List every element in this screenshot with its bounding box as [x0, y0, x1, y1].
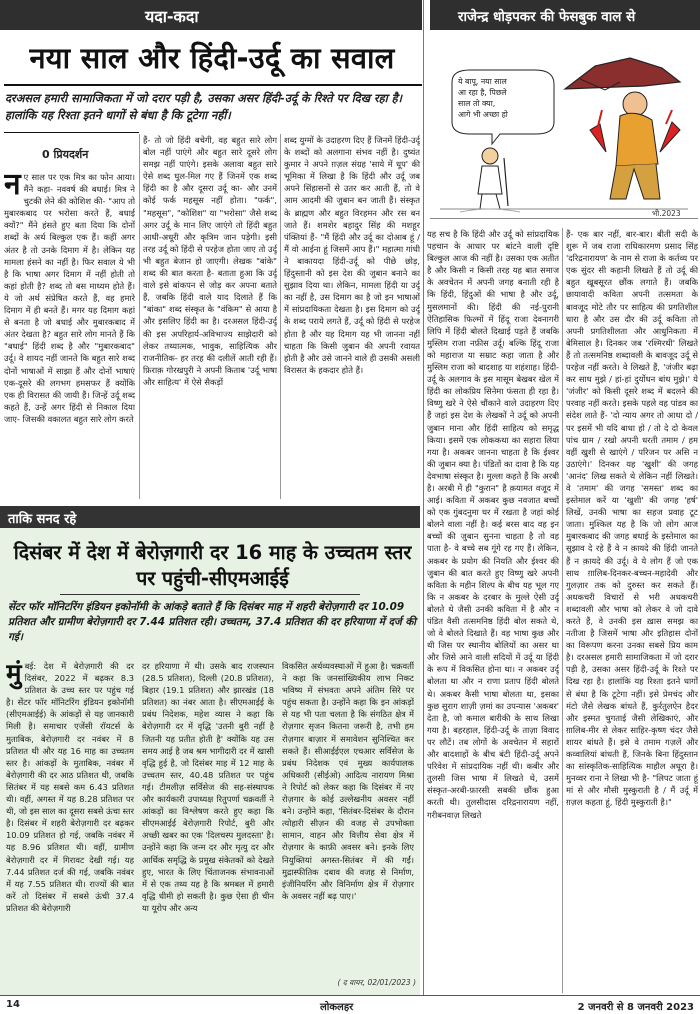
issue-date: 2 जनवरी से 8 जनवरी 2023 — [577, 1002, 694, 1013]
byline-rule — [4, 132, 139, 133]
box-column-2: दर हरियाणा में थी। उसके बाद राजस्थान (28.5 प्रतिशत), दिल्ली (20.8 प्रतिशत), बिहार (19.1 प्रतिशत) और झारखंड (18 प्रतिशत) का नंबर आता है। सीएमआईई के प्रबंध निदेशक, महेश व्यास ने कहा कि बेरोज़गारी दर में वृद्धि 'उतनी बुरी नहीं है जितनी यह प्रतीत होती है' क्योंकि यह उस समय आई है जब श्रम भागीदारी दर में खासी वृद्धि हुई है, जो दिसंबर माह में 12 माह के उच्चतम स्तर, 40.48 प्रतिशत पर पहुंच गई। टीमलीज़ सर्विसेज की सह-संस्थापक और कार्यकारी उपाध्यक्ष रितुपर्णा चक्रवर्ती ने आंकड़ों का विश्लेषण करते हुए कहा कि सीएमआईई बेरोज़गारी रिपोर्ट, बुरी और अच्छी खबर का एक 'दिलचस्प मुलदस्ता' है। उन्होंने कहा कि जन्म दर और मृत्यु दर और आर्थिक समृद्धि के प्रमुख संकेतकों को देखते हुए, भारत के लिए चिंताजनक संभावनाओं में से एक तथ्य यह है कि श्रमबल में हमारी वृद्धि धीमी हो सकती है। कुछ ऐसा ही चीन या यूरोप और अन्य — [142, 661, 274, 913]
article-column-4: यह सच है कि हिंदी और उर्दू को सांप्रदायिक पहचान के आधार पर बांटने वाली दृष्टि बिल्कुल आज की नहीं है। उसका एक अतीत है और किसी न किसी तरह यह बात समाज के अवचेतन में अपनी जगह बनाती रही है कि हिंदी, हिंदुओं की भाषा है और उर्दू, मुसलमानों की। हिंदी की नई-पुरानी ऐतिहासिक फिल्मों में हिंदू राजा देवनागरी लिपि में हिंदी बोलते दिखाई पड़ते हैं जबकि मुस्लिम राजा नफ़ीस उर्दू। बल्कि हिंदू राजा को महाराज या सम्राट कहा जाता है और मुस्लिम राजा को बादशाह या शहंशाह। हिंदी-उर्दू के अलगाव के इस मासूम बेखबर खेल में हिंदी का लोकप्रिय सिनेमा फंसता ही रहा है। विष्णु खरे ने ऐसे चौंकाने वाले उदाहरण दिए हैं जहां इस देश के लेखकों ने उर्दू को अपनी जुबान माना और हिंदी साहित्य को समृद्ध किया। इसमें एक लोककथा का सहारा लिया गया है। अकबर जानना चाहता है कि ईश्वर की जुबान क्या है। पंडितों का दावा है कि यह देवभाषा संस्कृत है। मुल्ला कहते हैं कि अरबी है। अरबी में ही "कुरान" है क़यामत वजूद में आई। कविता में अकबर कुछ नवजात बच्चों को एक गुंबदनुमा घर में रखता है जहां कोई बोलने वाला नहीं है। कई बरस बाद वह इन बच्चों की जुबान सुनना चाहता है तो वह पाता है- वे बच्चे सब गूंगे रह गए हैं। लेकिन, अकबर के प्रयोग की नियति और ईश्वर की जुबान की बात करते हुए विष्णु खरे अपनी कविता के महीन शिल्प के बीच यह भूल गए कि न अकबर के दरबार के मुल्ले ऐसी उर्दू बोलते थे जैसी उनकी कविता में है और न पंडित वैसी तत्समनिष्ठ हिंदी बोल सकते थे, जो वे बोलते दिखाते हैं। वह भाषा कुछ और थी जिस पर स्थानीय बोलियों का असर था और जिसे आने वाली सदियों में उर्दू या हिंदी के रूप में विकसित होना था। न अकबर उर्दू बोलता था और न राणा प्रताप हिंदी बोलते थे। अकबर कैसी भाषा बोलता था, इसका कुछ सुराग शाज़ी ज़मां का उपन्यास 'अकबर' देता है, जो कमाल बारीकी के साथ लिखा गया है। बहरहाल, हिंदी-उर्दू के ताज़ा विवाद पर लौटें। तब लोगों के अवचेतन में सहारों और बादशाहों के बीच बंटी हिंदी-उर्दू अपने परिवेश में सांप्रदायिक नहीं थी। कबीर और तुलसी जिस भाषा में लिखते थे, उसमें संस्कृत-अरबी-फ़ारसी सबकी छौंक हुआ करती थी। तुलसीदास दरिद्रनारायण नहीं, गरीबनवाज़ लिखते — [427, 229, 559, 820]
box-source: ( द वायर, 02/01/2023 ) — [332, 978, 416, 988]
section-label-taki-sanad: ताकि सनद रहे — [0, 506, 420, 528]
article-column-1 — [4, 171, 135, 497]
section-label-cartoon: राजेन्द्र धोड़पकर की फेसबुक वाल से — [430, 0, 700, 30]
article-byline: 0 प्रियदर्शन — [42, 148, 89, 161]
column-divider — [280, 134, 281, 499]
cartoon-drawing — [430, 34, 698, 219]
page-footer — [0, 996, 700, 1014]
section-label-yada-kada: यदा-कदा — [0, 0, 422, 30]
article-column-2: हैं- तो जो हिंदी बचेगी, वह बहुत सारे लोग बोल नहीं पाएंगे और बहुत सारे दूसरे लोग समझ नहीं पाएंगे। इसके अलावा बहुत सारे ऐसे शब्द घुल-मिल गए हैं जिनमें एक शब्द हिंदी का है और दूसरा उर्दू का- और उनमें कोई फर्क महसूस नहीं होता। "फर्क", "महसूस", "कोशिश" या "भरोसा" जैसे शब्द अगर उर्दू के मान लिए जाएंगे तो हिंदी बहुत आधी-अधूरी और कृत्रिम जान पड़ेगी। इसी तरह उर्दू को हिंदी से परहेज होता जाए तो उर्दू भी बहुत बेजान हो जाएगी। लेखक "बांके" शब्द की बात करता है- बताता हुआ कि उर्दू वाले इसे बांकपन से जोड़ कर अपना बताते हैं, जबकि हिंदी वाले याद दिलाते हैं कि "बांका" शब्द संस्कृत के "वंकिम" से आया है और इसलिए हिंदी का है। दरअसल हिंदी-उर्दू की इस अपरिहार्य-अविभाज्य साझेदारी को लेकर तथ्यात्मक, भावुक, साहित्यिक और राजनीतिक- हर तरह की दलीलें आती रही हैं। फ़िराक़ गोरखपुरी ने अपनी किताब 'उर्दू भाषा और साहित्य' में ऐसे सैकड़ों — [143, 135, 277, 387]
cartoon-image — [430, 34, 698, 219]
box-column-1-text: बई: देश में बेरोज़गारी की दर दिसंबर, 2022 में बढ़कर 8.3 प्रतिशत के उच्च स्तर पर पहुंच गई है। सेंटर फॉर मॉनिटरिंग इंडियन इकोनॉमी (सीएमआईई) के आंकड़ों से यह जानकारी मिली है। समाचार एजेंसी रॉयटर्स के मुताबिक, बेरोज़गारी दर नवंबर में 8 प्रतिशत थी और यह 16 माह का उच्चतम स्तर है। आंकड़ों के मुताबिक, नवंबर में बेरोज़गारी की दर आठ प्रतिशत थी, जबकि सितंबर में यह सबसे कम 6.43 प्रतिशत थी। वहीं, अगस्त में यह 8.28 प्रतिशत पर थी, जो इस साल का दूसरा सबसे ऊंचा स्तर है। दिसंबर में शहरी बेरोज़गारी दर बढ़कर 10.09 प्रतिशत हो गई, जबकि नवंबर में यह 8.96 प्रतिशत थी। वहीं, ग्रामीण बेरोज़गारी दर में गिरावट देखी गई। यह 7.44 प्रतिशत दर्ज की गई, जबकि नवंबर में यह 7.55 प्रतिशत थी। राज्यों की बात करें तो दिसंबर में सबसे ऊंची 37.4 प्रतिशत की बेरोज़गारी — [6, 661, 134, 913]
column-divider — [562, 228, 563, 993]
box-deck: सेंटर फॉर मॉनिटरिंग इंडियन इकोनॉमी के आंकड़े बताते हैं कि दिसंबर माह में शहरी बेरोज़गारी दर 10.09 प्रतिशत और ग्रामीण बेरोज़गारी दर 7.44 प्रतिशत रही। उच्चतम, 37.4 प्रतिशत की दर हरियाणा में दर्ज की गई। — [8, 601, 416, 643]
box-column-3: विकसित अर्थव्यवस्थाओं में हुआ है। चक्रवर्ती ने कहा कि जनसांख्यिकीय लाभ निकट भविष्य में संभवतः अपने अंतिम सिरे पर पहुंच सकता है। उन्होंने कहा कि इन आंकड़ों से यह भी पता चलता है कि संगठित क्षेत्र में रोज़गार सृजन कितना जरूरी है, तभी हम रोज़गार बाज़ार में समावेशन सुनिश्चित कर सकते हैं। सीआईईएल एचआर सर्विसेज के प्रबंध निदेशक एवं मुख्य कार्यपालक अधिकारी (सीईओ) आदित्य नारायण मिश्रा ने रिपोर्ट को लेकर कहा कि दिसंबर में नए रोज़गार के कोई उल्लेखनीय अवसर नहीं बने। उन्होंने कहा, 'सितंबर-दिसंबर के दौरान त्योहारी सीज़न की वजह से उपभोक्ता सामान, वाहन और वित्तीय सेवा क्षेत्र में रोज़गार के काफ़ी अवसर बने। इनके लिए नियुक्तियां अगस्त-सितंबर में की गईं। मुद्रास्फीतिक दबाव की वजह से निर्माण, इंजीनियरिंग और विनिर्माण क्षेत्र में रोज़गार के अवसर नहीं बढ़ पाए।' — [282, 661, 414, 901]
column-divider — [139, 134, 140, 499]
article-column-1-text: ए साल पर एक मित्र का फोन आया। मैंने कहा- नववर्ष की बधाई। मित्र ने चुटकी लेने की कोशिश की- "आप तो मुबारकबाद पर भरोसा करते हैं, बधाई क्यों?" मैंने हंसते हुए बता दिया कि दोनों शब्दों के अर्थ बिल्कुल एक हैं। कहीं अगर अंतर है तो उनके दिमाग में है। लेकिन यह मामला हंसने का नहीं है। फिर सवाल ये भी है कि भाषा अगर दिमाग में नहीं होती तो कहां होती है? शब्द तो बस माध्यम होते हैं। ये जो अर्थ संप्रेषित करते हैं, वह हमारे दिमाग में ही बनते हैं। मगर यह दिमाग कहां से बनता है जो बधाई और मुबारकबाद में अंतर देखता है? बहुत सारे लोग मानते हैं कि "बधाई" हिंदी शब्द है और "मुबारकबाद" उर्दू। वे शायद नहीं जानते कि बहुत सारे शब्द दोनों भाषाओं में साझा हैं और दोनों भाषाएं एक-दूसरे की लगभग हमसफर हैं क्योंकि एक ही विरासत की जायी हैं। जिन्हें उर्दू शब्द कहते हैं, उन्हें अगर हिंदी से निकाल दिया जाए- जिसकी वकालत बहुत सारे लोग करते — [4, 172, 135, 424]
article-deck: दरअसल हमारी सामाजिकता में जो दरार पड़ी है, उसका असर हिंदी-उर्दू के रिश्ते पर दिख रहा है। हालांकि यह रिश्ता इतने धागों से बंधा है कि टूटेगा नहीं। — [5, 91, 403, 122]
vertical-divider — [423, 0, 424, 996]
article-column-5: हैं- एक बार नहीं, बार-बार। बीती सदी के शुरू में जब राजा राधिकारमण प्रसाद सिंह 'दरिद्रनारायण' के नाम से राजा के कर्तव्य पर एक सुंदर सी कहानी लिखते हैं तो उर्दू की बहुत खूबसूरत छौंक लगाते हैं। जबकि छायावादी कविता अपनी तत्समता के बावजूद मोटे तौर पर साहित्य की प्रगतिशील धारा है और उस दौर की उर्दू कविता तो अपनी प्रगतिशीलता और आधुनिकता में बेमिसाल है। दिनकर जब 'रश्मिरथी' लिखते हैं तो तत्समनिष्ठ शब्दावली के बावजूद उर्दू से परहेज नहीं करते। वे लिखते हैं, 'जंजीर बढ़ा कर साध मुझे / हां-हां दुर्योधन बांध मुझे।' ये 'जंजीर' को किसी दूसरे शब्द में बदलने की परवाह नहीं करते। इसके पहले वह पांडव का संदेश लाते हैं- 'दो न्याय अगर तो आधा दो / पर इसमें भी यदि बाधा हो / तो दे दो केवल पांच ग्राम / रखो अपनी धरती तमाम / हम वहीं खुशी से खाएंगे / परिजन पर असि न उठाएंगे।' दिनकर यह 'खुशी' की जगह 'आनंद' लिख सकते थे लेकिन नहीं लिखते। वे 'तमाम' की जगह 'समस्त' शब्द का इस्तेमाल करें या 'खुशी' की जगह 'हर्ष' लिखें, उनकी भाषा का सहज प्रवाह टूट जाता। मुश्किल यह है कि जो लोग आज मुबारकबाद की जगह बधाई के इस्तेमाल का सुझाव दे रहे हैं वे न क़ायदे की हिंदी जानते हैं न क़ायदे की उर्दू। वे ये लोग हैं जो एक साथ ग़ालिब-दिनकर-बच्चन-महादेवी और गुलज़ार तक को दुरुस्त कर सकते हैं। अधकचरी विचारों से भरी अधकचरी शब्दावली और भाषा को लेकर वे जो दावे करते हैं, वे उनकी इस ख़ास समझ का नतीजा है जिसमें भाषा और इतिहास दोनों का विरूपण करना उनका सबसे प्रिय काम है। दरअसल हमारी सामाजिकता में जो दरार पड़ी है, उसका असर हिंदी-उर्दू के रिश्ते पर दिख रहा है। हालांकि यह रिश्ता इतने धागों से बंधा है कि टूटेगा नहीं। इसे प्रेमचंद और मंटो जैसे लेखक बांधते हैं, कुर्रतुलऐन हैदर और इस्मत चुगताई जैसी लेखिकाएं, और ग़ालिब-मीर से लेकर साहिर-कृष्ण चंदर जैसे शायर बांधते हैं। इसे वे तमाम गज़लें और कव्वालियां बांधती हैं, जिनके बिना हिंदुस्तान का सांस्कृतिक-साहित्यिक माहौल अधूरा है। मुनव्वर राना ने लिखा भी है- "लिपट जाता हूं मां से और मौसी मुस्कुराती है / मैं उर्दू में ग़ज़ल कहता हूं, हिंदी मुस्कुराती है।" — [566, 229, 698, 808]
box-column-1 — [6, 660, 134, 990]
svg-text:ये बापू, नया साल आ रहा ह: ये बापू, नया साल आ रहा है, पिछले साल तो क्या, आगे भी अच्छा हो — [458, 77, 508, 119]
box-dropcap: मुं — [6, 660, 22, 689]
box-title-rule — [60, 594, 360, 595]
article-column-3: शब्द युग्मों के उदाहरण दिए हैं जिनमें हिंदी-उर्दू के शब्दों को अलगाना संभव नहीं है। दुष्यंत कुमार ने अपने ग़ज़ल संग्रह 'साये में धूप' की भूमिका में लिखा है कि हिंदी और उर्दू जब अपने सिंहासनों से उतर कर आती हैं, तो वे आम आदमी की जुबान बन जाती हैं। संस्कृत के ब्राह्मण और बहुत विरहमन और रस बन जाते हैं। शमशेर बहादुर सिंह की मशहूर पंक्तियां हैं- "मैं हिंदी और उर्दू का दोआब हूं / मैं वो आईना हूं जिसमें आप हैं।" महात्मा गांधी ने बाकायदा हिंदी-उर्दू को पीछे छोड़, हिंदुस्तानी को इस देश की जुबान बनाने का सुझाव दिया था। लेकिन, मामला हिंदी या उर्दू का नहीं है, उस दिमाग का है जो इन भाषाओं में सांप्रदायिकता देखता है। इस दिमाग को उर्दू के शब्द पराये लगते हैं, उर्दू को हिंदी से परहेज होता है और यह दिमाग यह भी जानना नहीं चाहता कि किसी जुबान की अपनी रवायत होती है और उसे जानने वाले ही उसकी असली विरासत के हकदार होते हैं। — [284, 135, 420, 375]
article-title: नया साल और हिंदी-उर्दू का सवाल — [29, 41, 395, 75]
dropcap: न — [4, 171, 21, 202]
publication-name: लोकलहर — [320, 1002, 354, 1013]
box-title: दिसंबर में देश में बेरोज़गारी दर 16 माह के उच्चतम स्तर पर पहुंची-सीएमआईई — [13, 541, 412, 590]
title-rule — [4, 84, 422, 86]
cartoon-signature: भी.2023 — [652, 209, 681, 218]
page-number: 14 — [6, 999, 20, 1010]
